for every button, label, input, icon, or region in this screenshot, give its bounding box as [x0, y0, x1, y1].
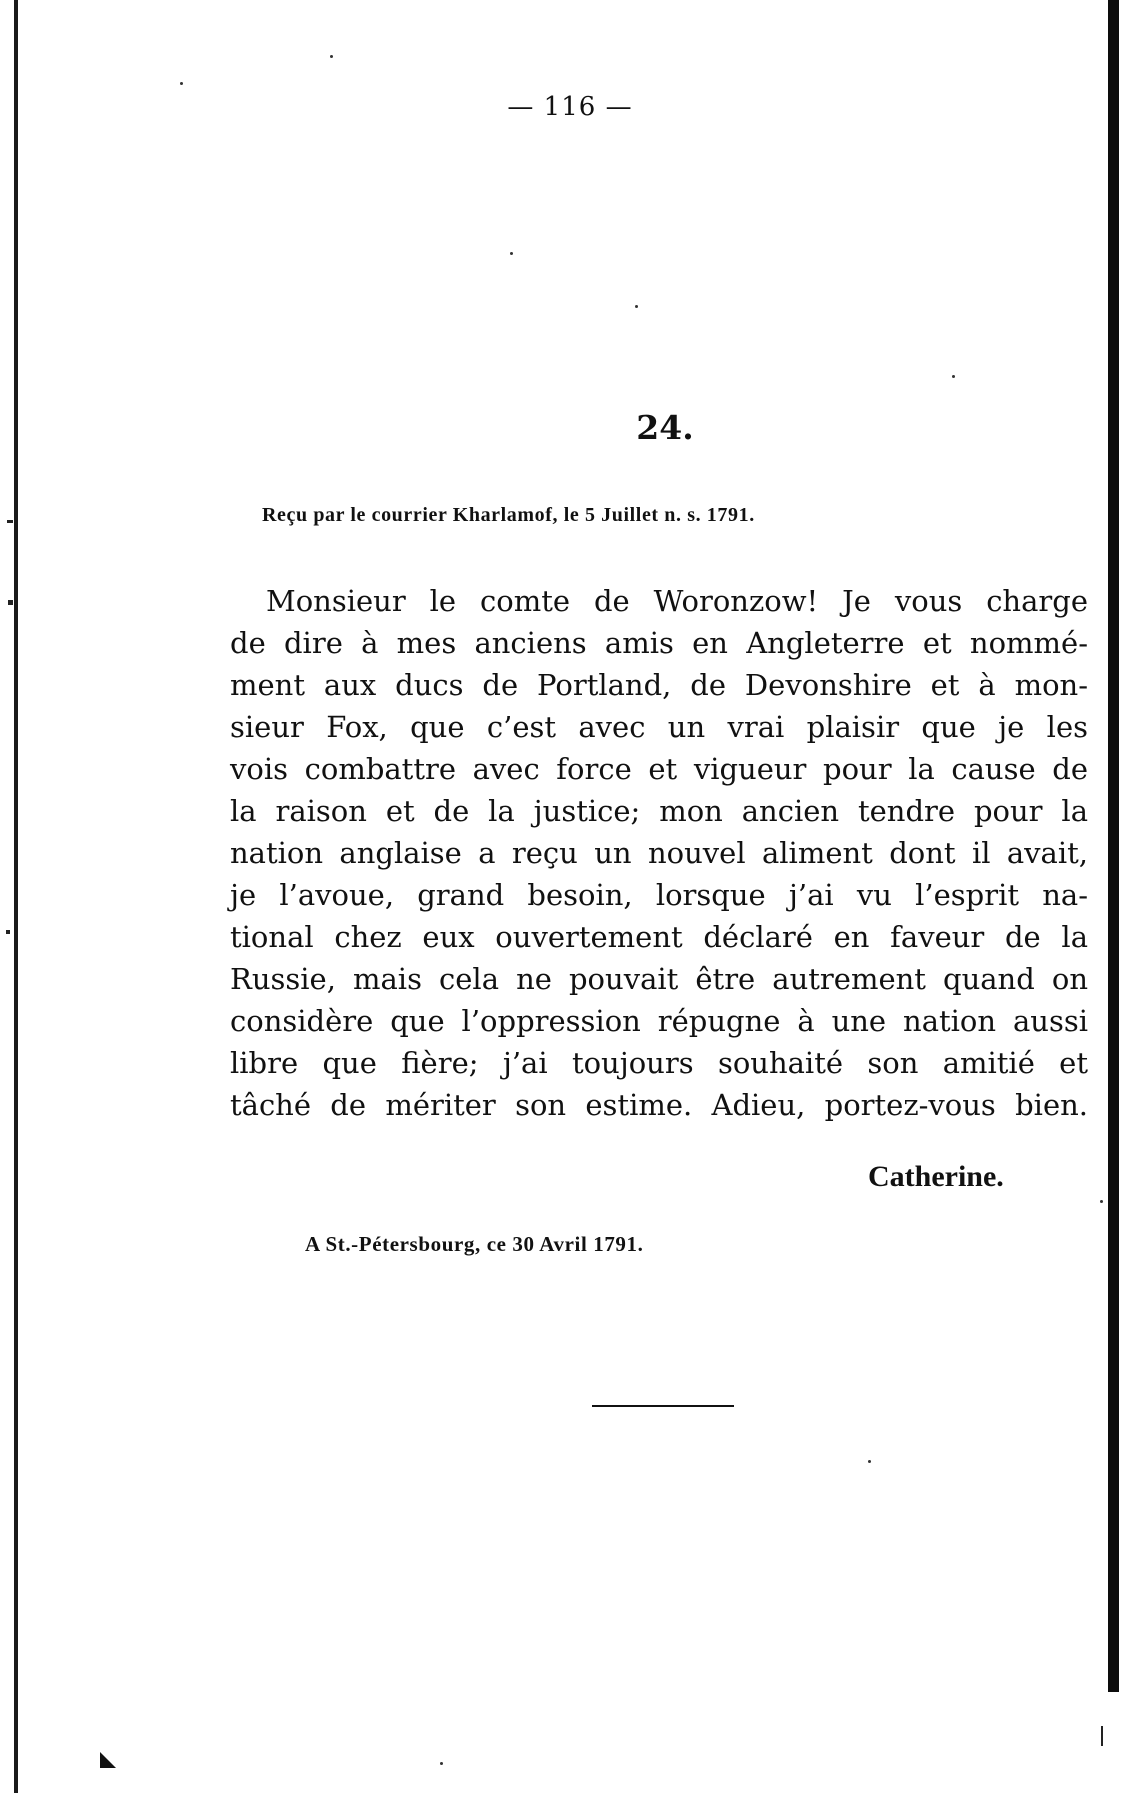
scan-speck: [440, 1762, 443, 1765]
scan-speck: [510, 252, 513, 255]
scan-speck: [8, 600, 13, 605]
letter-line: je l’avoue, grand besoin, lorsque j’ai vu l’esprit na-: [230, 878, 1088, 912]
letter-line: libre que fière; j’ai toujours souhaité son amitié et: [230, 1046, 1088, 1080]
received-note: Reçu par le courrier Kharlamof, le 5 Juillet n. s. 1791.: [262, 504, 755, 526]
letter-line: considère que l’oppression répugne à une nation aussi: [230, 1004, 1088, 1038]
letter-line: tâché de mériter son estime. Adieu, portez-vous bien.: [230, 1088, 1088, 1122]
letter-line: de dire à mes anciens amis en Angleterre et nommé-: [230, 626, 1088, 660]
scan-speck: [330, 55, 333, 58]
letter-line: Russie, mais cela ne pouvait être autrement quand on: [230, 962, 1088, 996]
scanned-page-right-edge: [1108, 0, 1119, 1692]
end-rule-divider: [592, 1405, 734, 1407]
letter-line: vois combattre avec force et vigueur pour la cause de: [230, 752, 1088, 786]
scan-speck: [180, 82, 183, 85]
place-and-date: A St.-Pétersbourg, ce 30 Avril 1791.: [305, 1232, 644, 1256]
letter-line: ment aux ducs de Portland, de Devonshire et à mon-: [230, 668, 1088, 702]
scan-speck: [6, 930, 10, 934]
scan-speck: [952, 375, 955, 378]
scan-speck: [868, 1460, 871, 1463]
letter-line: la raison et de la justice; mon ancien tendre pour la: [230, 794, 1088, 828]
scan-corner-mark: [100, 1752, 116, 1768]
letter-line: tional chez eux ouvertement déclaré en faveur de la: [230, 920, 1088, 954]
scan-speck: [635, 305, 638, 308]
page-number: — 116 —: [507, 92, 633, 122]
letter-line: nation anglaise a reçu un nouvel aliment dont il avait,: [230, 836, 1088, 870]
signature: Catherine.: [868, 1160, 1004, 1193]
scan-tick-mark: [1101, 1726, 1103, 1746]
scan-speck: [1100, 1200, 1103, 1203]
letter-line: sieur Fox, que c’est avec un vrai plaisir que je les: [230, 710, 1088, 744]
scan-speck: [7, 520, 13, 523]
letter-line: Monsieur le comte de Woronzow! Je vous charge: [266, 584, 1088, 618]
scanned-page-left-edge: [0, 0, 26, 1793]
letter-number: 24.: [636, 408, 694, 447]
letter-body: [230, 580, 1088, 1126]
